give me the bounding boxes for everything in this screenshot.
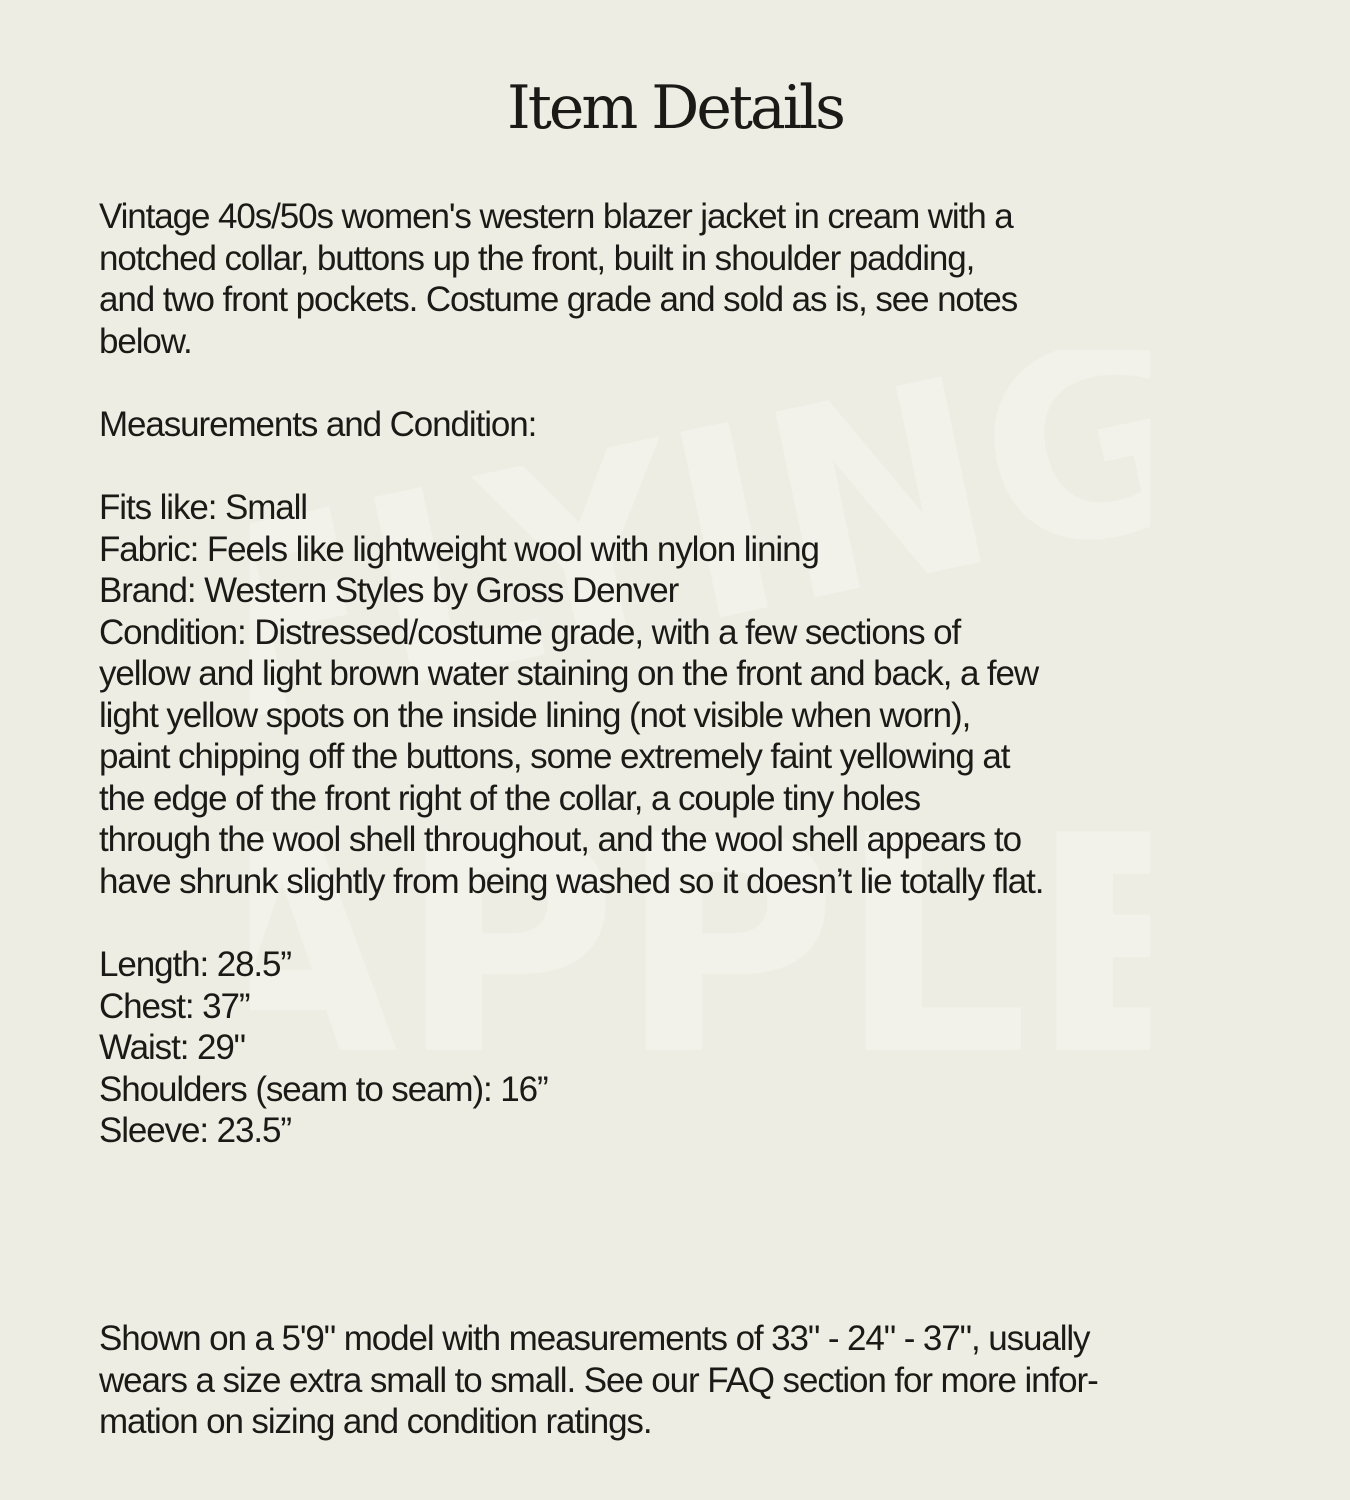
condition-line: light yellow spots on the inside lining (not visible when worn),	[99, 695, 971, 735]
page-title: Item Details	[507, 73, 843, 143]
model-note-line: Shown on a 5'9" model with measurements of 33" - 24" - 37", usually	[99, 1319, 1090, 1358]
condition-line: through the wool shell throughout, and the wool shell appears to	[99, 820, 1021, 859]
description-line: notched collar, buttons up the front, built in shoulder padding,	[99, 238, 975, 278]
description-line: below.	[99, 321, 192, 361]
description-line: and two front pockets. Costume grade and sold as is, see notes	[99, 280, 1018, 319]
condition-line: Condition: Distressed/costume grade, with a few sections of	[99, 612, 961, 652]
brand-spec: Brand: Western Styles by Gross Denver	[99, 571, 679, 610]
condition-line: paint chipping off the buttons, some extremely faint yellowing at	[99, 737, 1010, 776]
watermark-bottom-text: APPLE	[250, 772, 1150, 1121]
measurements-heading-text: Measurements and Condition:	[99, 405, 537, 444]
model-note-line: wears a size extra small to small. See our FAQ section for more infor-	[99, 1360, 1098, 1400]
description-line: Vintage 40s/50s women's western blazer jacket in cream with a	[99, 197, 1013, 236]
item-description	[99, 196, 1269, 362]
condition-line: yellow and light brown water staining on the front and back, a few	[99, 654, 1039, 693]
sleeve-measurement: Sleeve: 23.5”	[99, 1111, 291, 1150]
length-measurement: Length: 28.5”	[99, 945, 291, 984]
chest-measurement: Chest: 37”	[99, 986, 250, 1026]
fabric-spec: Fabric: Feels like lightweight wool with nylon lining	[99, 529, 819, 569]
measurements-heading	[99, 404, 1269, 446]
model-note	[99, 1318, 1269, 1443]
item-specs	[99, 487, 1269, 902]
waist-measurement: Waist: 29"	[99, 1028, 246, 1067]
shoulders-measurement: Shoulders (seam to seam): 16”	[99, 1069, 548, 1109]
condition-line: the edge of the front right of the collar, a couple tiny holes	[99, 778, 920, 818]
condition-line: have shrunk slightly from being washed so it doesn’t lie totally flat.	[99, 861, 1044, 901]
model-note-line: mation on sizing and condition ratings.	[99, 1402, 652, 1441]
watermark-top-text: FLYING	[250, 350, 1150, 786]
fits-like-spec: Fits like: Small	[99, 488, 307, 527]
item-dimensions	[99, 944, 1269, 1152]
